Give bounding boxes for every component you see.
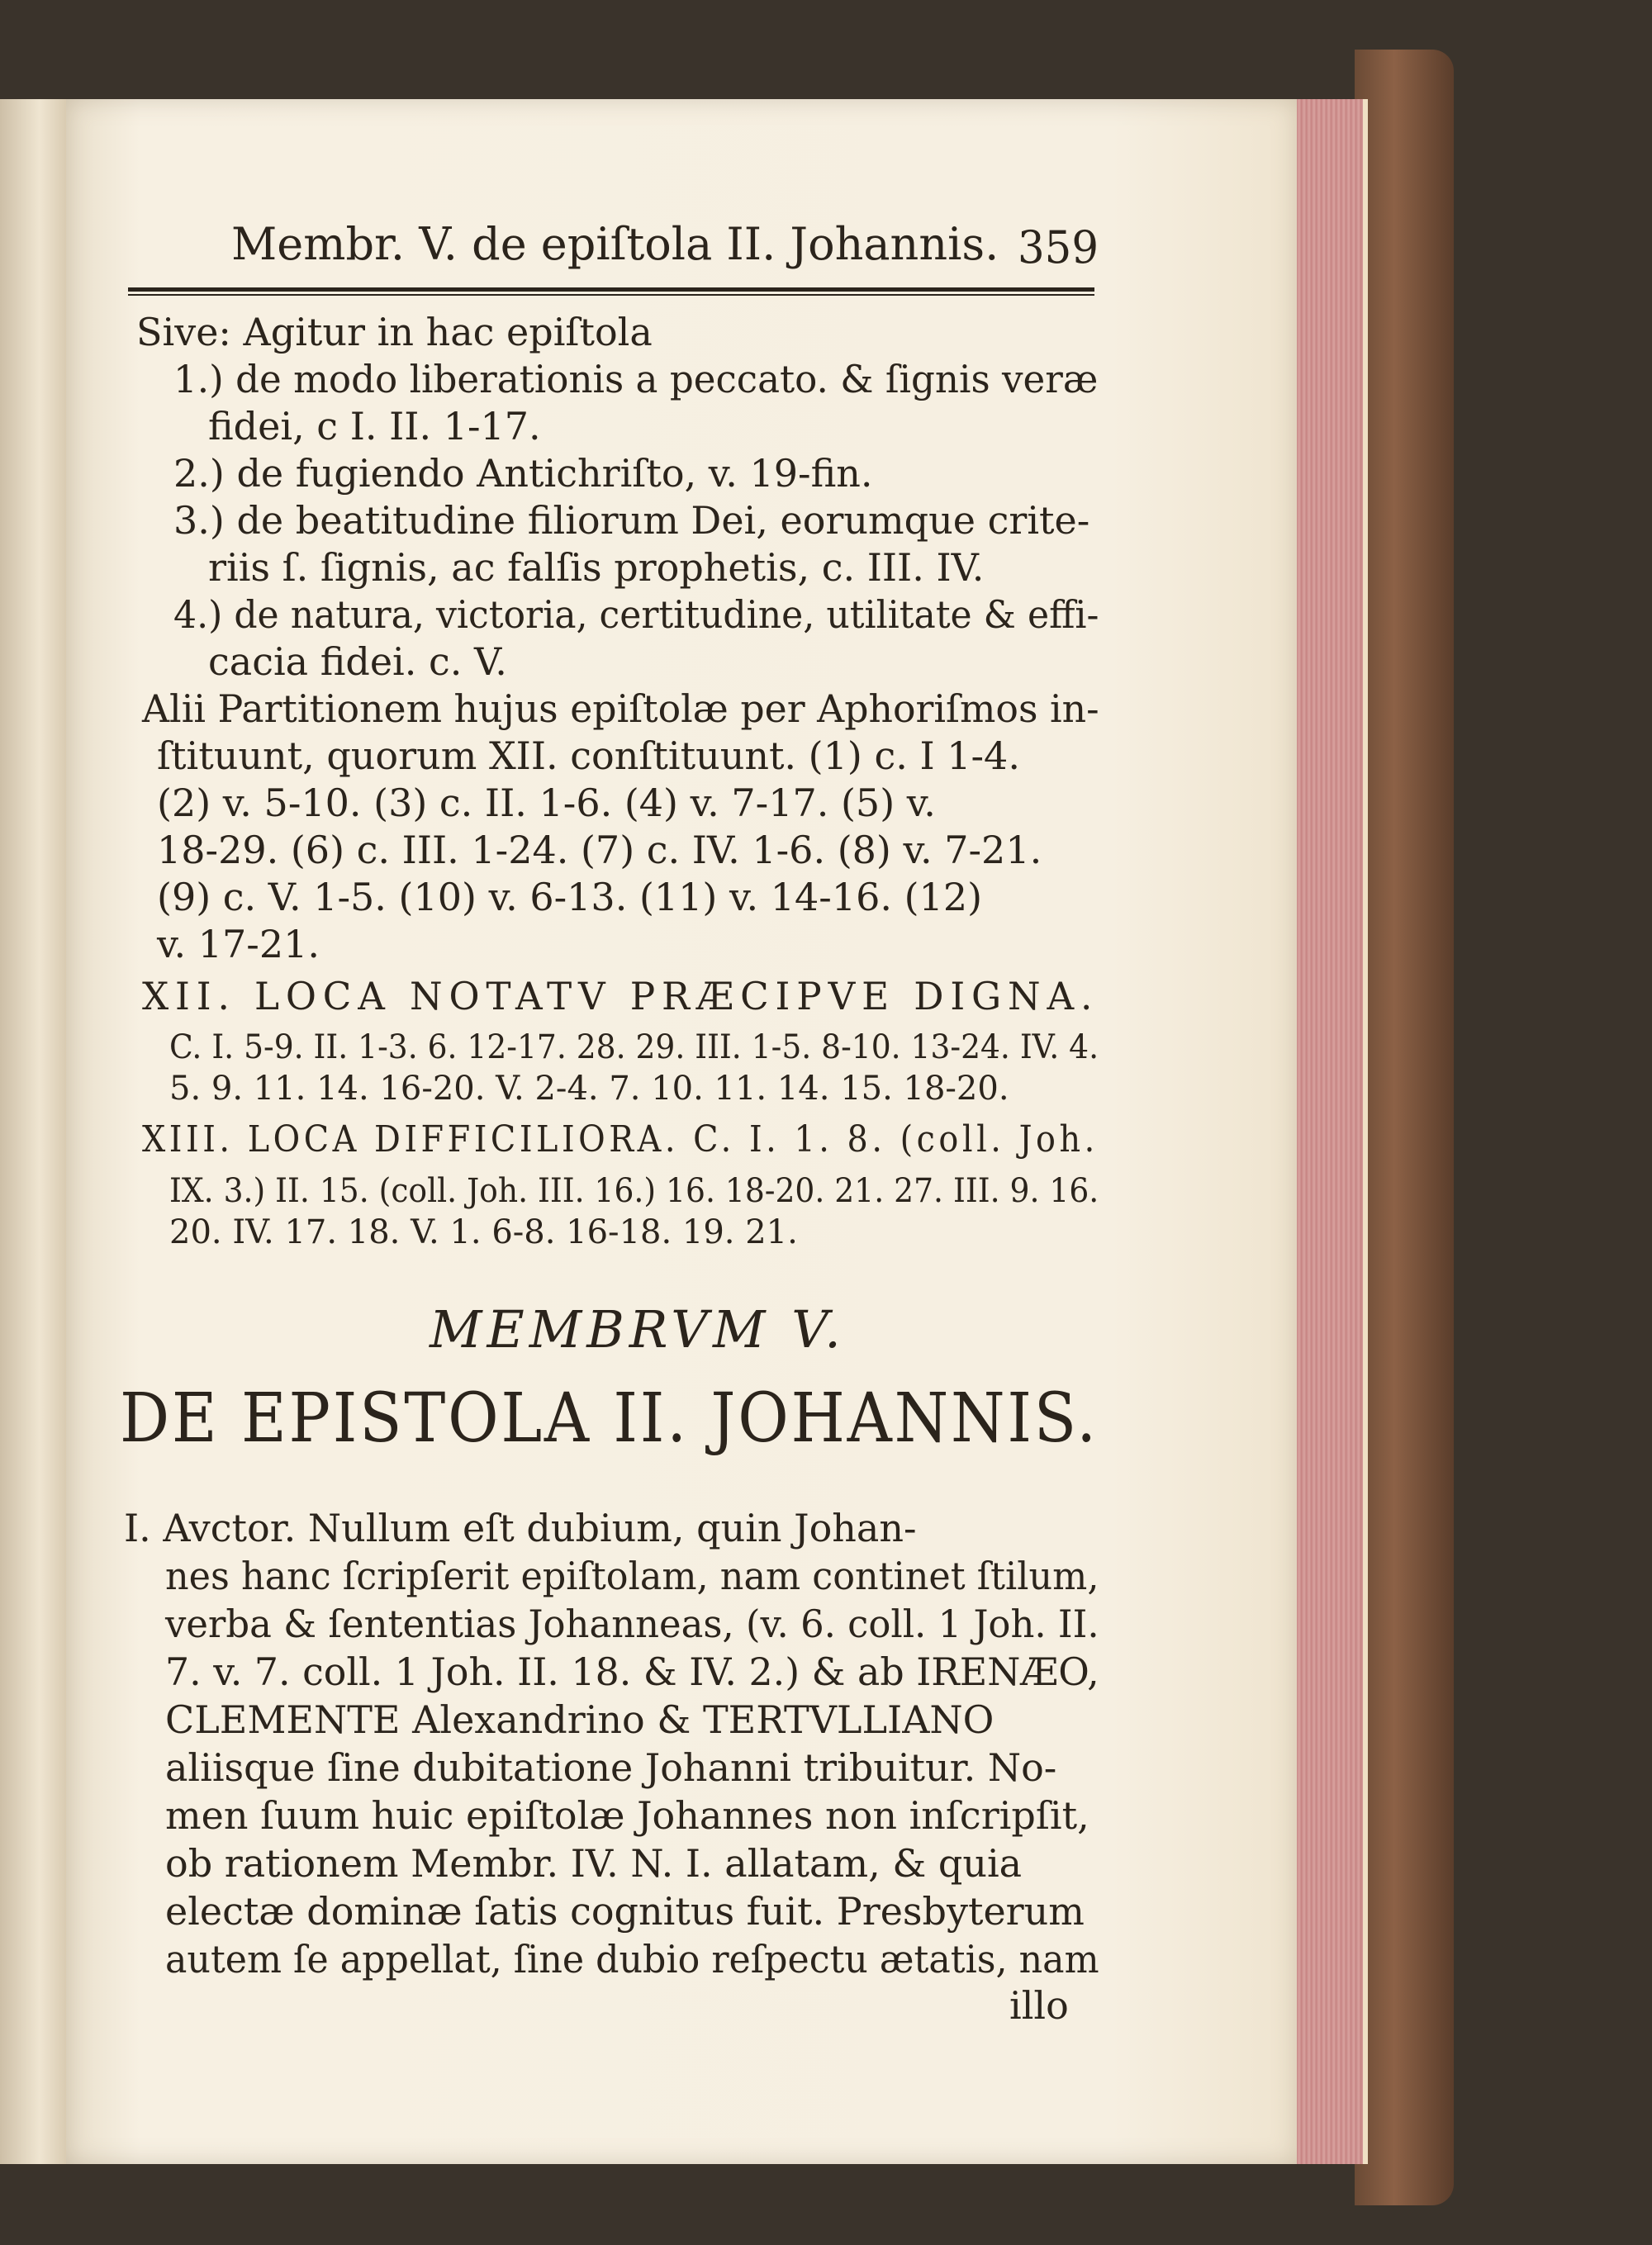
running-title: Membr. V. de epiſtola II. Johannis. [231, 218, 999, 270]
alii-line: (9) c. V. 1-5. (10) v. 6-13. (11) v. 14-16. (12) [157, 875, 983, 919]
xii-line: 5. 9. 11. 14. 16-20. V. 2-4. 7. 10. 11. 14. 15. 18-20. [169, 1070, 1009, 1108]
membrum-heading: MEMBRVM V. [430, 1299, 846, 1360]
xii-line: C. I. 5-9. II. 1-3. 6. 12-17. 28. 29. III. 1-5. 8-10. 13-24. IV. 4. [169, 1028, 1099, 1066]
chapter-title: DE EPISTOLA II. JOHANNIS. [120, 1379, 1099, 1458]
auctor-line: nes hanc ſcripſerit epiſtolam, nam continet ſtilum, [165, 1554, 1099, 1598]
alii-line: 18-29. (6) c. III. 1-24. (7) c. IV. 1-6. (8) v. 7-21. [157, 828, 1042, 872]
page-number: 359 [1018, 221, 1099, 273]
sive-line: 2.) de fugiendo Antichriſto, v. 19-fin. [173, 451, 873, 496]
sive-line: Sive: Agitur in hac epiſtola [136, 310, 653, 354]
alii-line: v. 17-21. [157, 922, 320, 966]
xiii-line: IX. 3.) II. 15. (coll. Joh. III. 16.) 16. 18-20. 21. 27. III. 9. 16. [169, 1172, 1099, 1210]
sive-line: 4.) de natura, victoria, certitudine, utilitate & effi- [173, 592, 1099, 637]
xiii-line: 20. IV. 17. 18. V. 1. 6-8. 16-18. 19. 21. [169, 1213, 798, 1251]
auctor-line: men ſuum huic epiſtolæ Johannes non inſcripſit, [165, 1793, 1089, 1838]
catchword: illo [1009, 1983, 1069, 2028]
sive-line: cacia fidei. c. V. [208, 639, 507, 684]
auctor-line: verba & ſententias Johanneas, (v. 6. coll. 1 Joh. II. [165, 1602, 1099, 1646]
alii-line: (2) v. 5-10. (3) c. II. 1-6. (4) v. 7-17. (5) v. [157, 781, 936, 825]
sive-line: fidei, c I. II. 1-17. [208, 404, 541, 449]
sive-line: 3.) de beatitudine filiorum Dei, eorumque crite- [173, 498, 1090, 543]
sive-line: riis ſ. ſignis, ac falſis prophetis, c. III. IV. [208, 545, 985, 590]
sive-line: 1.) de modo liberationis a peccato. & ſignis veræ [173, 357, 1099, 401]
auctor-line: electæ dominæ ſatis cognitus fuit. Presbyterum [165, 1889, 1085, 1934]
section-heading-xii: XII. LOCA NOTATV PRÆCIPVE DIGNA. [142, 974, 1099, 1018]
auctor-line: autem ſe appellat, ſine dubio reſpectu ætatis, nam [165, 1937, 1099, 1982]
auctor-line: 7. v. 7. coll. 1 Joh. II. 18. & IV. 2.) & ab IRENÆO, [165, 1649, 1099, 1694]
section-heading-xiii: XIII. LOCA DIFFICILIORA. C. I. 1. 8. (coll. Joh. [142, 1118, 1099, 1160]
auctor-line: ob rationem Membr. IV. N. I. allatam, & quia [165, 1841, 1023, 1886]
auctor-line: CLEMENTE Alexandrino & TERTVLLIANO [165, 1697, 995, 1742]
alii-line: ſtituunt, quorum XII. conſtituunt. (1) c. I 1-4. [157, 733, 1020, 778]
auctor-line: aliisque ſine dubitatione Johanni tribuitur. No- [165, 1745, 1057, 1790]
header-rule [128, 287, 1094, 292]
header-rule-thin [128, 294, 1094, 296]
auctor-line: I. Avctor. Nullum eſt dubium, quin Johan- [124, 1506, 917, 1550]
alii-line: Alii Partitionem hujus epiſtolæ per Aphoriſmos in- [142, 686, 1099, 731]
